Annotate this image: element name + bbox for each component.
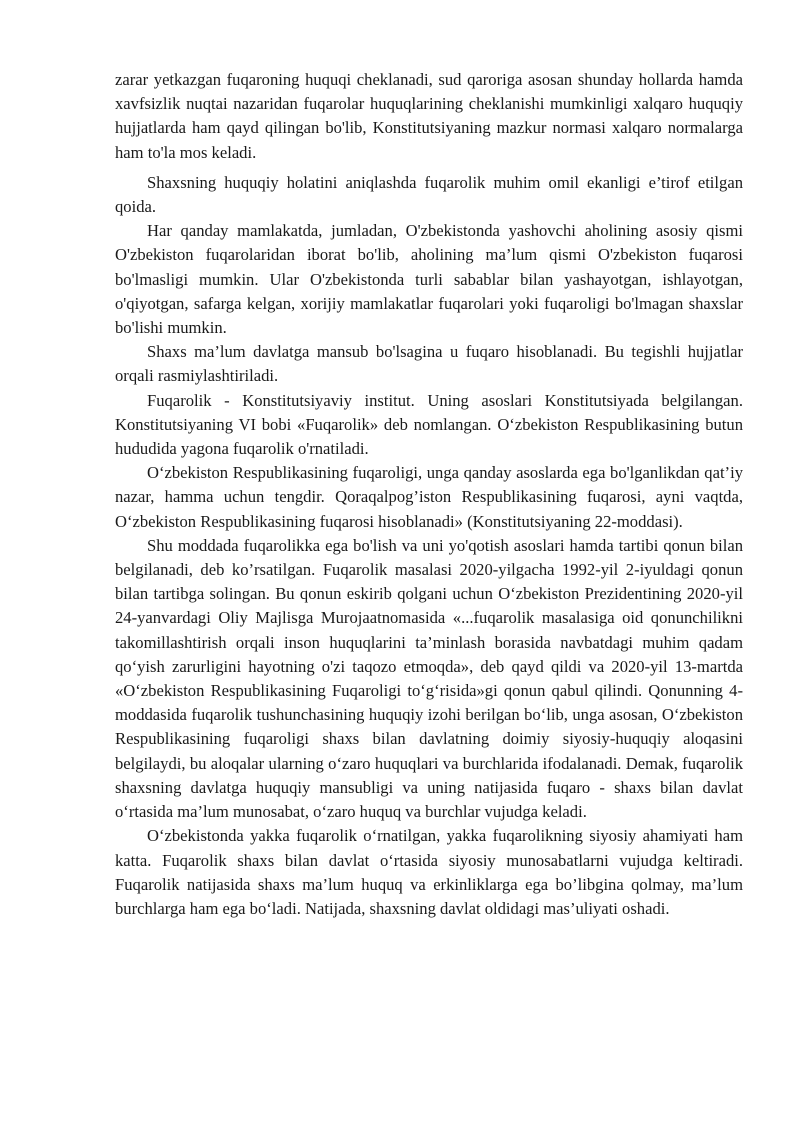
paragraph-equal-citizenship: O‘zbekiston Respublikasining fuqaroligi, unga qanday asoslarda ega bo'lganlikdan qat’iy nazar, hamma uchun tengdir. Qoraqalpog’iston Respublikasining fuqarosi, ayni vaqtda, O‘zbekiston Respublikasining fuqarosi hisoblanadi» (Konstitutsiyaning 22-moddasi). bbox=[115, 463, 743, 531]
paragraph-citizenship-factor: Shaxsning huquqiy holatini aniqlashda fuqarolik muhim omil ekanligi e’tirof etilgan qoida. bbox=[115, 172, 743, 217]
paragraph-continuation: zarar yetkazgan fuqaroning huquqi cheklanadi, sud qaroriga asosan shunday hollarda hamda xavfsizlik nuqtai nazaridan fuqarolar huquqlarining cheklanishi mumkinligi xalqaro huquqiy hujjatlarda ham qayd qilingan bo'lib, Konstitutsiyaning mazkur normasi xalqaro normalarga ham to'la mos keladi. bbox=[115, 70, 743, 162]
paragraph-constitutional-institute: Fuqarolik - Konstitutsiyaviy institut. Uning asoslari Konstitutsiyada belgilangan. Konstitutsiyaning VI bobi «Fuqarolik» deb nomlangan. O‘zbekiston Respublikasining butun hududida yagona fuqarolik o'rnatiladi. bbox=[115, 390, 743, 459]
paragraph-citizen-definition: Shaxs ma’lum davlatga mansub bo'lsagina u fuqaro hisoblanadi. Bu tegishli hujjatlar orqali rasmiylashtiriladi. bbox=[115, 342, 743, 386]
paragraph-single-citizenship: O‘zbekistonda yakka fuqarolik o‘rnatilgan, yakka fuqarolikning siyosiy ahamiyati ham katta. Fuqarolik shaxs bilan davlat o‘rtasida siyosiy munosabatlarni vujudga keltiradi. Fuqarolik natijasida shaxs ma’lum huquq va erkinliklarga ega bo’libgina qolmay, ma’lum burchlarga ham ega bo‘ladi. Natijada, shaxsning davlat oldidagi mas’uliyati oshadi. bbox=[115, 826, 743, 918]
document-page bbox=[115, 68, 743, 921]
paragraph-population: Har qanday mamlakatda, jumladan, O'zbekistonda yashovchi aholining asosiy qismi O'zbekiston fuqarolaridan iborat bo'lib, aholining ma’lum qismi O'zbekiston fuqarosi bo'lmasligi mumkin. Ular O'zbekistonda turli sabablar bilan yashayotgan, ishlayotgan, o'qiyotgan, safarga kelgan, xorijiy mamlakatlar fuqarolari yoki fuqaroligi bo'lmagan shaxslar bo'lishi mumkin. bbox=[115, 221, 743, 338]
paragraph-citizenship-law: Shu moddada fuqarolikka ega bo'lish va uni yo'qotish asoslari hamda tartibi qonun bilan belgilanadi, deb ko’rsatilgan. Fuqarolik masalasi 2020-yilgacha 1992-yil 2-iyuldagi qonun bilan tartibga solingan. Bu qonun eskirib qolgani uchun O‘zbekiston Prezidentining 2020-yil 24-yanvardagi Oliy Majlisga Murojaatnomasida «...fuqarolik masalasiga oid qonunchilikni takomillashtirish orqali inson huquqlarini ta’minlash borasida navbatdagi muhim qadam qo‘yish zarurligini hayotning o'zi taqozo etmoqda», deb qayd qildi va 2020-yil 13-martda «O‘zbekiston Respublikasining Fuqaroligi to‘g‘risida»gi qonun qabul qilindi. Qonunning 4-moddasida fuqarolik tushunchasining huquqiy izohi berilgan bo‘lib, unga asosan, O‘zbekiston Respublikasining fuqaroligi shaxs bilan davlatning doimiy siyosiy-huquqiy aloqasini belgilaydi, bu aloqalar ularning o‘zaro huquqlari va burchlarida ifodalanadi. Demak, fuqarolik shaxsning davlatga huquqiy mansubligi va uning natijasida fuqaro - shaxs bilan davlat o‘rtasida ma’lum munosabat, o‘zaro huquq va burchlar vujudga keladi. bbox=[115, 535, 743, 822]
